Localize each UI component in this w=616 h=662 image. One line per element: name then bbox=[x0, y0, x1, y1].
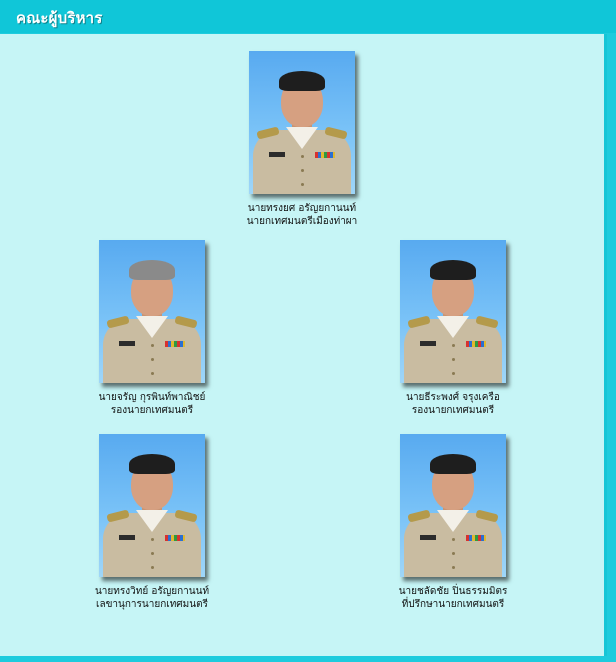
executive-position: รองนายกเทศมนตรี bbox=[411, 405, 495, 416]
executive-name: นายทรงวิทย์ อรัญยกานนท์ bbox=[94, 586, 210, 597]
executive-card-deputy-2 bbox=[378, 240, 528, 417]
executive-hair bbox=[430, 260, 476, 280]
executive-photo[interactable] bbox=[99, 434, 205, 577]
executive-hair bbox=[129, 454, 175, 474]
executive-photo[interactable] bbox=[249, 51, 355, 194]
page-title: คณะผู้บริหาร bbox=[16, 9, 103, 27]
executive-position: รองนายกเทศมนตรี bbox=[110, 405, 194, 416]
executive-position: นายกเทศมนตรีเมืองท่าผา bbox=[246, 216, 358, 227]
executive-hair bbox=[279, 71, 325, 91]
executives-panel bbox=[0, 34, 607, 656]
executive-caption bbox=[227, 202, 377, 228]
executive-position: ที่ปรึกษานายกเทศมนตรี bbox=[401, 599, 505, 610]
executive-photo[interactable] bbox=[99, 240, 205, 383]
executive-position: เลขานุการนายกเทศมนตรี bbox=[96, 599, 208, 610]
executive-card-deputy-1 bbox=[77, 240, 227, 417]
executive-hair bbox=[129, 260, 175, 280]
executive-card-secretary bbox=[77, 434, 227, 611]
executive-name: นายธีระพงศ์ จรุงเครือ bbox=[406, 392, 500, 403]
executive-photo[interactable] bbox=[400, 240, 506, 383]
executive-caption bbox=[77, 585, 227, 611]
executive-name: นายทรงยศ อรัญยกานนท์ bbox=[247, 203, 357, 214]
header-bar bbox=[0, 0, 616, 33]
executive-caption bbox=[378, 391, 528, 417]
executive-photo[interactable] bbox=[400, 434, 506, 577]
executive-name: นายชลัดชัย ปิ่นธรรมมิตร bbox=[398, 586, 508, 597]
executive-card-advisor bbox=[378, 434, 528, 611]
executive-card-mayor bbox=[227, 51, 377, 228]
executive-caption bbox=[77, 391, 227, 417]
executive-hair bbox=[430, 454, 476, 474]
executive-caption bbox=[378, 585, 528, 611]
executive-name: นายจรัญ กุรพินท์พาณิชย์ bbox=[98, 392, 206, 403]
